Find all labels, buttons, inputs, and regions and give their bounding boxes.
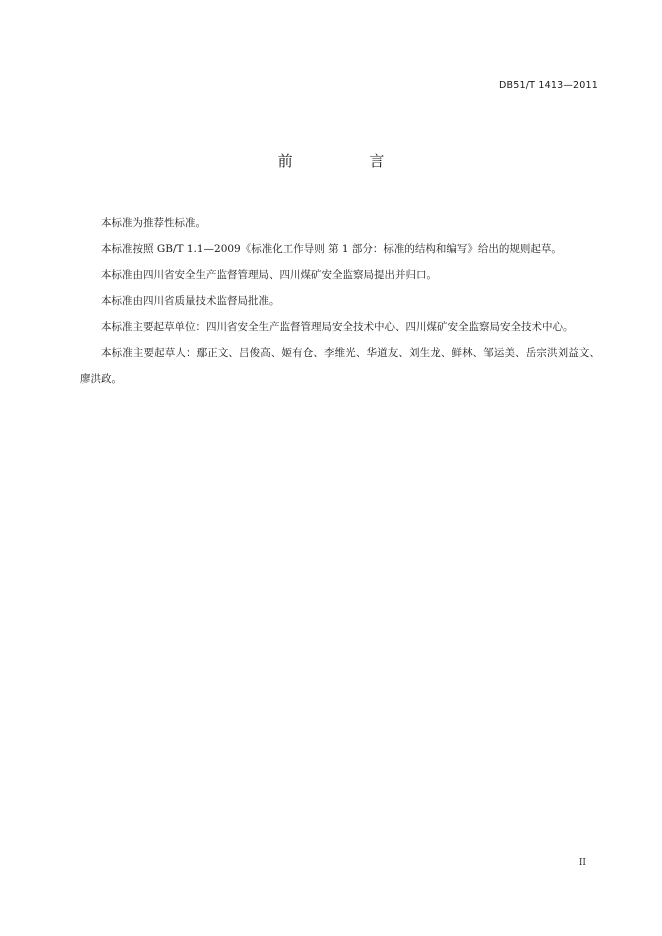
page-title: 前 言 [277, 152, 421, 170]
paragraph-3: 本标准由四川省安全生产监督管理局、四川煤矿安全监察局提出并归口。 [101, 269, 437, 281]
paragraph-4: 本标准由四川省质量技术监督局批准。 [101, 295, 280, 307]
paragraph-6: 本标准主要起草人：鄢正文、吕俊高、姬有仓、李维光、华道友、刘生龙、鲜林、邹运美、岳宗洪刘益文、廖洪政。 [80, 347, 600, 385]
paragraph-5: 本标准主要起草单位：四川省安全生产监督管理局安全技术中心、四川煤矿安全监察局安全技术中心。 [101, 321, 574, 333]
paragraph-1: 本标准为推荐性标准。 [101, 217, 206, 229]
standard-code: DB51/T 1413—2011 [499, 80, 598, 91]
foreword-body [80, 210, 600, 392]
paragraph-2: 本标准按照 GB/T 1.1—2009《标准化工作导则 第 1 部分：标准的结构和编写》给出的规则起草。 [101, 243, 562, 255]
page-number: II [578, 858, 586, 868]
